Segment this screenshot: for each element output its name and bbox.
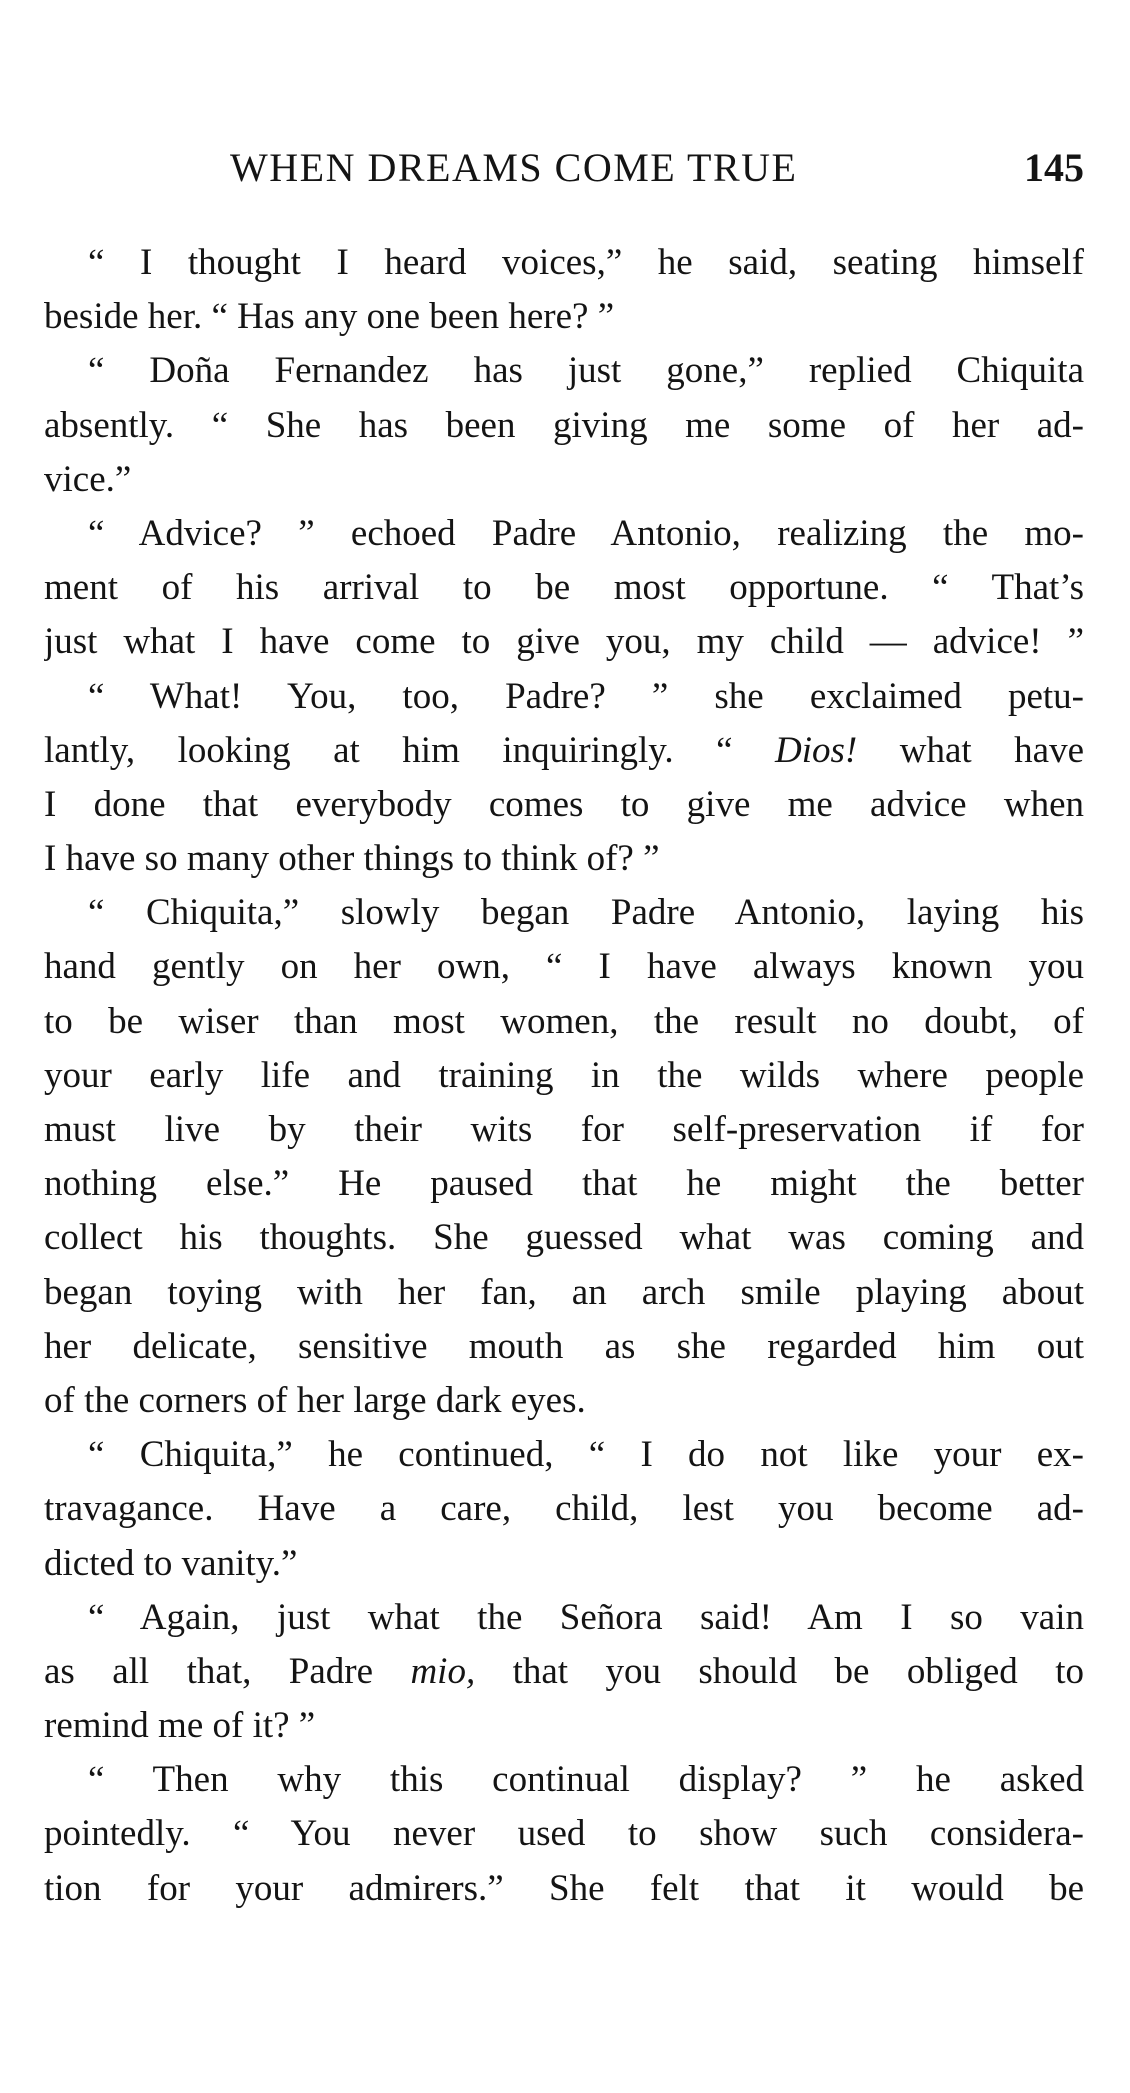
text-line: “ Then why this continual display? ” he asked bbox=[88, 1759, 1084, 1801]
text-line: pointedly. “ You never used to show such considera- bbox=[44, 1813, 1084, 1855]
text-line: ment of his arrival to be most opportune. “ That’s bbox=[44, 567, 1084, 609]
body-text bbox=[44, 236, 1084, 1916]
text-line: collect his thoughts. She guessed what was coming and bbox=[44, 1217, 1084, 1259]
text-line: beside her. “ Has any one been here? ” bbox=[44, 296, 615, 338]
text-line: must live by their wits for self-preservation if for bbox=[44, 1109, 1084, 1150]
text-line: her delicate, sensitive mouth as she regarded him out bbox=[44, 1325, 1084, 1367]
text-line: just what I have come to give you, my child — advice! ” bbox=[44, 621, 1084, 663]
text-line: “ I thought I heard voices,” he said, seating himself bbox=[88, 242, 1084, 283]
text-line: your early life and training in the wilds where people bbox=[44, 1054, 1084, 1096]
text-line: nothing else.” He paused that he might the better bbox=[44, 1163, 1084, 1205]
page-number: 145 bbox=[1024, 145, 1084, 190]
text-line: lantly, looking at him inquiringly. “ Dios! what have bbox=[44, 729, 1084, 771]
text-line: “ What! You, too, Padre? ” she exclaimed petu- bbox=[88, 675, 1084, 717]
text-line: of the corners of her large dark eyes. bbox=[44, 1379, 586, 1421]
text-line: absently. “ She has been giving me some of her ad- bbox=[44, 404, 1084, 446]
text-line: “ Chiquita,” slowly began Padre Antonio, laying his bbox=[88, 892, 1084, 934]
italic-word: Dios! bbox=[775, 729, 858, 771]
text-line: “ Chiquita,” he continued, “ I do not like your ex- bbox=[88, 1434, 1084, 1476]
text-line: “ Again, just what the Señora said! Am I so vain bbox=[88, 1596, 1084, 1638]
text-line: began toying with her fan, an arch smile playing about bbox=[44, 1271, 1084, 1313]
text-line: “ Advice? ” echoed Padre Antonio, realizing the mo- bbox=[88, 512, 1084, 554]
text-line: vice.” bbox=[44, 458, 132, 500]
text-line: dicted to vanity.” bbox=[44, 1542, 298, 1584]
text-line: travagance. Have a care, child, lest you become ad- bbox=[44, 1488, 1084, 1530]
text-line: tion for your admirers.” She felt that it would be bbox=[44, 1867, 1084, 1909]
text-line: hand gently on her own, “ I have always known you bbox=[44, 946, 1084, 988]
text-line: to be wiser than most women, the result no doubt, of bbox=[44, 1000, 1084, 1042]
text-line: I have so many other things to think of? ” bbox=[44, 838, 660, 880]
text-line: as all that, Padre mio, that you should be obliged to bbox=[44, 1650, 1084, 1692]
italic-word: mio, bbox=[410, 1650, 476, 1692]
running-head bbox=[44, 140, 1084, 196]
running-title: WHEN DREAMS COME TRUE bbox=[230, 145, 798, 190]
text-line: “ Doña Fernandez has just gone,” replied Chiquita bbox=[88, 350, 1084, 392]
text-line: remind me of it? ” bbox=[44, 1705, 316, 1747]
text-line: I done that everybody comes to give me advice when bbox=[44, 783, 1084, 825]
